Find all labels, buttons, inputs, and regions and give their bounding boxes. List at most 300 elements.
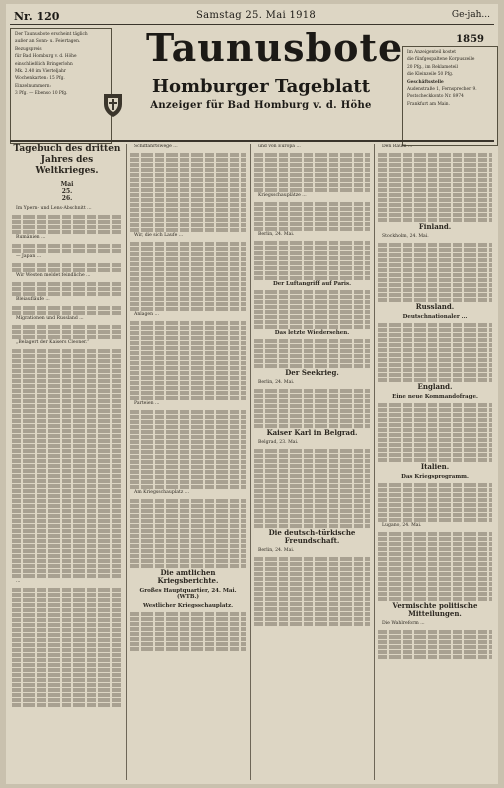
text-line xyxy=(12,379,122,383)
text-line xyxy=(378,567,492,571)
text-fragment: — Japan ... xyxy=(16,254,42,259)
text-line xyxy=(254,587,370,591)
text-fragment: und von Europa ... xyxy=(258,144,301,149)
text-line xyxy=(378,173,492,177)
box-line: Geschäftsstelle xyxy=(407,79,444,85)
text-line xyxy=(130,549,246,553)
text-line xyxy=(254,295,370,299)
text-line xyxy=(378,408,492,412)
date-line: 25. xyxy=(61,188,73,195)
text-fragment: Im Ypern- und Lens-Abschnitt ... xyxy=(16,206,92,211)
box-line: 20 Pfg., im Reklameteil xyxy=(407,64,458,70)
text-line xyxy=(378,368,492,372)
text-line xyxy=(378,373,492,377)
text-fragment: Belgrad, 23. Mai. xyxy=(258,440,299,445)
text-line xyxy=(12,668,122,672)
masthead-subtitle: Homburger Tageblatt xyxy=(151,76,371,97)
text-line xyxy=(130,647,246,651)
section-headline: England. xyxy=(417,382,453,391)
text-line xyxy=(130,632,246,636)
text-line xyxy=(12,374,122,378)
text-line xyxy=(254,168,370,172)
text-line xyxy=(254,459,370,463)
text-line xyxy=(130,356,246,360)
text-line xyxy=(254,577,370,581)
text-line xyxy=(254,404,370,408)
text-fragment: Bleiaufläufe ... xyxy=(16,297,50,302)
text-line xyxy=(378,438,492,442)
text-line xyxy=(378,508,492,512)
text-line xyxy=(130,504,246,508)
text-line xyxy=(378,268,492,272)
text-line xyxy=(12,484,122,488)
text-line xyxy=(12,369,122,373)
text-line xyxy=(130,193,246,197)
text-line xyxy=(12,489,122,493)
column-divider xyxy=(374,144,375,780)
text-line xyxy=(12,673,122,677)
text-line xyxy=(378,537,492,541)
text-line xyxy=(378,338,492,342)
text-line xyxy=(378,158,492,162)
text-line xyxy=(12,282,122,286)
text-line xyxy=(254,414,370,418)
text-line xyxy=(378,453,492,457)
text-line xyxy=(130,153,246,157)
box-line: Wochenkarten: 15 Pfg. xyxy=(15,76,65,82)
text-line xyxy=(12,330,122,334)
text-line xyxy=(130,386,246,390)
text-line xyxy=(130,559,246,563)
text-line xyxy=(254,567,370,571)
text-line xyxy=(12,514,122,518)
text-line xyxy=(130,326,246,330)
text-line xyxy=(254,305,370,309)
text-line xyxy=(254,454,370,458)
text-line xyxy=(378,193,492,197)
text-line xyxy=(378,273,492,277)
text-line xyxy=(378,153,492,157)
text-line xyxy=(378,518,492,522)
text-line xyxy=(254,349,370,353)
text-line xyxy=(130,564,246,568)
date-line: Mai xyxy=(60,181,74,188)
text-line xyxy=(378,203,492,207)
war-reports-headline: Die amtlichen Kriegsberichte. xyxy=(157,568,219,585)
column-4 xyxy=(378,144,492,780)
text-line xyxy=(12,354,122,358)
text-line xyxy=(254,271,370,275)
text-line xyxy=(130,183,246,187)
section-headline: Russland. xyxy=(415,302,455,311)
masthead-tagline: Anzeiger für Bad Homburg v. d. Höhe xyxy=(150,100,372,111)
text-line xyxy=(130,163,246,167)
box-line: Einzelnummern: xyxy=(15,83,51,89)
text-line xyxy=(254,315,370,319)
text-line xyxy=(130,440,246,444)
text-line xyxy=(130,396,246,400)
text-line xyxy=(12,444,122,448)
text-line xyxy=(254,572,370,576)
text-line xyxy=(254,602,370,606)
text-line xyxy=(254,617,370,621)
box-line: außer an Sonn- u. Feiertagen. xyxy=(15,39,81,45)
text-line xyxy=(130,257,246,261)
text-line xyxy=(12,268,122,272)
text-line xyxy=(378,597,492,601)
box-line: Bezugspreis xyxy=(15,46,42,52)
text-line xyxy=(130,499,246,503)
text-line xyxy=(130,410,246,414)
text-line xyxy=(12,534,122,538)
text-line xyxy=(130,381,246,385)
column-3 xyxy=(254,144,370,780)
text-line xyxy=(378,562,492,566)
text-line xyxy=(12,384,122,388)
text-line xyxy=(378,243,492,247)
text-line xyxy=(254,479,370,483)
text-line xyxy=(12,469,122,473)
text-line xyxy=(12,306,122,310)
section-heading: Westlicher Kriegsschauplatz. xyxy=(143,603,233,609)
box-line: für Bad Homburg v. d. Höhe xyxy=(15,54,77,60)
text-line xyxy=(130,371,246,375)
text-line xyxy=(254,449,370,453)
text-line xyxy=(12,598,122,602)
section-headline: Italien. xyxy=(420,462,450,471)
text-line xyxy=(130,480,246,484)
masthead-rule xyxy=(10,140,494,142)
column-divider xyxy=(126,144,127,780)
text-line xyxy=(130,554,246,558)
text-line xyxy=(254,158,370,162)
newspaper-page xyxy=(6,4,498,784)
text-line xyxy=(254,359,370,363)
text-line xyxy=(378,363,492,367)
text-line xyxy=(378,630,492,634)
text-line xyxy=(254,251,370,255)
text-line xyxy=(378,587,492,591)
text-line xyxy=(130,450,246,454)
text-line xyxy=(12,638,122,642)
text-line xyxy=(378,188,492,192)
text-fragment: Lugano, 24. Mai. xyxy=(382,523,422,528)
text-line xyxy=(378,248,492,252)
text-line xyxy=(378,428,492,432)
section-heading: Deutschnationaler ... xyxy=(402,314,468,320)
text-line xyxy=(12,698,122,702)
text-line xyxy=(130,445,246,449)
text-line xyxy=(254,227,370,231)
text-line xyxy=(378,168,492,172)
masthead-title: Taunusbote xyxy=(146,25,404,70)
text-line xyxy=(254,464,370,468)
section-heading: Eine neue Kommandofrage. xyxy=(392,394,478,400)
text-line xyxy=(254,409,370,413)
text-line xyxy=(130,307,246,311)
column-1-headline: Tagebuch des dritten Jahres des Weltkrieges. xyxy=(13,144,121,176)
text-line xyxy=(12,429,122,433)
text-fragment: Migrationen und Russland ... xyxy=(16,316,84,321)
text-line xyxy=(130,470,246,474)
text-line xyxy=(378,547,492,551)
text-line xyxy=(130,331,246,335)
text-line xyxy=(254,469,370,473)
box-line: Im Anzeigenteil kostet xyxy=(407,50,457,55)
text-line xyxy=(254,300,370,304)
text-line xyxy=(12,249,122,253)
text-line xyxy=(378,333,492,337)
text-line xyxy=(130,361,246,365)
text-line xyxy=(130,242,246,246)
text-line xyxy=(130,430,246,434)
text-line xyxy=(12,628,122,632)
text-line xyxy=(12,359,122,363)
text-line xyxy=(130,475,246,479)
box-line: Frankfurt am Main. xyxy=(407,101,450,107)
text-line xyxy=(130,465,246,469)
text-line xyxy=(12,439,122,443)
text-line xyxy=(130,272,246,276)
section-headline: Die deutsch-türkische Freundschaft. xyxy=(268,528,356,545)
text-line xyxy=(130,415,246,419)
text-line xyxy=(254,173,370,177)
text-line xyxy=(254,217,370,221)
text-line xyxy=(12,519,122,523)
text-line xyxy=(254,499,370,503)
text-line xyxy=(378,353,492,357)
text-line xyxy=(378,323,492,327)
text-fragment: „Belagert der Kaisers Cleoner.“ xyxy=(16,340,90,345)
text-fragment: Berlin, 24. Mai. xyxy=(258,380,295,385)
text-fragment: Kriegsschauplätze ... xyxy=(258,193,307,198)
text-line xyxy=(12,643,122,647)
text-line xyxy=(378,640,492,644)
dateline: Großes Hauptquartier, 24. Mai. (WTB.) xyxy=(139,588,237,600)
text-line xyxy=(130,203,246,207)
text-line xyxy=(12,524,122,528)
text-line xyxy=(254,344,370,348)
text-line xyxy=(378,448,492,452)
text-line xyxy=(254,339,370,343)
text-line xyxy=(254,514,370,518)
text-line xyxy=(378,378,492,382)
text-line xyxy=(130,391,246,395)
text-line xyxy=(130,168,246,172)
box-line: Mk. 2.40 im Vierteljahr xyxy=(15,69,66,75)
text-line xyxy=(254,354,370,358)
text-line xyxy=(130,529,246,533)
box-line: Audenstraße 1, Fernsprecher 9. xyxy=(407,87,477,93)
text-line xyxy=(12,648,122,652)
text-line xyxy=(12,564,122,568)
text-line xyxy=(130,509,246,513)
text-line xyxy=(130,178,246,182)
text-line xyxy=(378,343,492,347)
text-line xyxy=(254,188,370,192)
text-line xyxy=(378,253,492,257)
text-line xyxy=(378,532,492,536)
text-line xyxy=(130,435,246,439)
text-fragment: Parteien ... xyxy=(134,401,160,406)
text-line xyxy=(12,494,122,498)
text-line xyxy=(378,258,492,262)
text-line xyxy=(254,163,370,167)
text-line xyxy=(12,559,122,563)
text-line xyxy=(12,588,122,592)
text-line xyxy=(130,213,246,217)
text-line xyxy=(378,645,492,649)
text-line xyxy=(254,399,370,403)
text-fragment: ... xyxy=(16,579,21,584)
text-line xyxy=(378,577,492,581)
text-line xyxy=(378,592,492,596)
text-line xyxy=(130,425,246,429)
text-line xyxy=(12,263,122,267)
text-line xyxy=(254,212,370,216)
date-line: 26. xyxy=(61,195,73,202)
section-headline: Finland. xyxy=(418,222,452,231)
text-line xyxy=(254,592,370,596)
crest-icon xyxy=(102,92,124,118)
text-line xyxy=(130,173,246,177)
text-line xyxy=(130,208,246,212)
text-line xyxy=(12,574,122,578)
text-line xyxy=(130,198,246,202)
text-line xyxy=(12,678,122,682)
text-line xyxy=(12,325,122,329)
text-line xyxy=(378,358,492,362)
text-line xyxy=(378,433,492,437)
text-fragment: Schiffahrtswege ... xyxy=(134,144,178,149)
text-line xyxy=(254,266,370,270)
text-line xyxy=(12,593,122,597)
text-line xyxy=(254,256,370,260)
text-line xyxy=(254,612,370,616)
text-line xyxy=(254,261,370,265)
text-line xyxy=(130,524,246,528)
text-line xyxy=(12,633,122,637)
text-line xyxy=(12,220,122,224)
text-line xyxy=(130,627,246,631)
text-line xyxy=(378,557,492,561)
text-line xyxy=(130,252,246,256)
text-line xyxy=(378,263,492,267)
text-line xyxy=(254,494,370,498)
text-line xyxy=(130,267,246,271)
text-line xyxy=(130,366,246,370)
text-line xyxy=(12,569,122,573)
text-line xyxy=(254,509,370,513)
text-line xyxy=(130,321,246,325)
text-line xyxy=(378,443,492,447)
text-fragment: Die Wahlreform ... xyxy=(382,621,425,626)
text-line xyxy=(12,653,122,657)
text-line xyxy=(12,225,122,229)
text-line xyxy=(12,529,122,533)
text-fragment: Berlin, 24. Mai. xyxy=(258,232,295,237)
text-line xyxy=(12,349,122,353)
text-line xyxy=(130,336,246,340)
text-line xyxy=(12,215,122,219)
section-headline: Der Seekrieg. xyxy=(285,368,339,377)
box-line: die fünfgespaltene Korpuszeile xyxy=(407,57,475,63)
text-line xyxy=(12,663,122,667)
text-line xyxy=(254,276,370,280)
text-line xyxy=(130,544,246,548)
text-line xyxy=(254,246,370,250)
text-line xyxy=(378,413,492,417)
text-line xyxy=(130,228,246,232)
text-line xyxy=(254,325,370,329)
text-line xyxy=(12,688,122,692)
text-line xyxy=(254,419,370,423)
text-line xyxy=(12,424,122,428)
text-line xyxy=(12,683,122,687)
text-line xyxy=(130,534,246,538)
text-line xyxy=(130,376,246,380)
issue-date: Samstag 25. Mai 1918 xyxy=(196,10,317,21)
text-line xyxy=(378,423,492,427)
text-line xyxy=(130,539,246,543)
section-heading: Das letzte Wiedersehen. xyxy=(274,330,350,336)
text-line xyxy=(130,420,246,424)
text-line xyxy=(254,424,370,428)
text-line xyxy=(12,230,122,234)
text-line xyxy=(254,504,370,508)
text-line xyxy=(254,202,370,206)
text-line xyxy=(12,618,122,622)
box-line: Der Taunusbote erscheint täglich xyxy=(15,32,88,37)
text-line xyxy=(378,298,492,302)
text-fragment: Wir Westen meldet feindliche ... xyxy=(16,273,91,278)
text-line xyxy=(378,650,492,654)
text-line xyxy=(12,693,122,697)
text-line xyxy=(378,293,492,297)
box-line: Postscheckkonto Nr. 8974 xyxy=(407,94,464,100)
section-headline: Kaiser Karl in Belgrad. xyxy=(266,428,358,437)
text-line xyxy=(378,498,492,502)
text-line xyxy=(130,297,246,301)
section-heading: Der Luftangriff auf Paris. xyxy=(272,281,352,287)
text-line xyxy=(12,311,122,315)
text-line xyxy=(254,320,370,324)
text-line xyxy=(130,277,246,281)
text-line xyxy=(130,612,246,616)
text-line xyxy=(12,474,122,478)
text-line xyxy=(378,503,492,507)
text-line xyxy=(254,153,370,157)
text-line xyxy=(254,557,370,561)
text-line xyxy=(12,554,122,558)
text-line xyxy=(130,218,246,222)
text-line xyxy=(254,474,370,478)
text-line xyxy=(12,394,122,398)
text-line xyxy=(378,552,492,556)
text-line xyxy=(130,282,246,286)
text-line xyxy=(378,183,492,187)
text-line xyxy=(130,302,246,306)
header-bar xyxy=(6,10,498,24)
text-line xyxy=(254,597,370,601)
text-line xyxy=(12,459,122,463)
text-line xyxy=(130,622,246,626)
text-line xyxy=(378,163,492,167)
text-line xyxy=(254,484,370,488)
text-line xyxy=(12,287,122,291)
text-line xyxy=(130,637,246,641)
text-line xyxy=(378,328,492,332)
